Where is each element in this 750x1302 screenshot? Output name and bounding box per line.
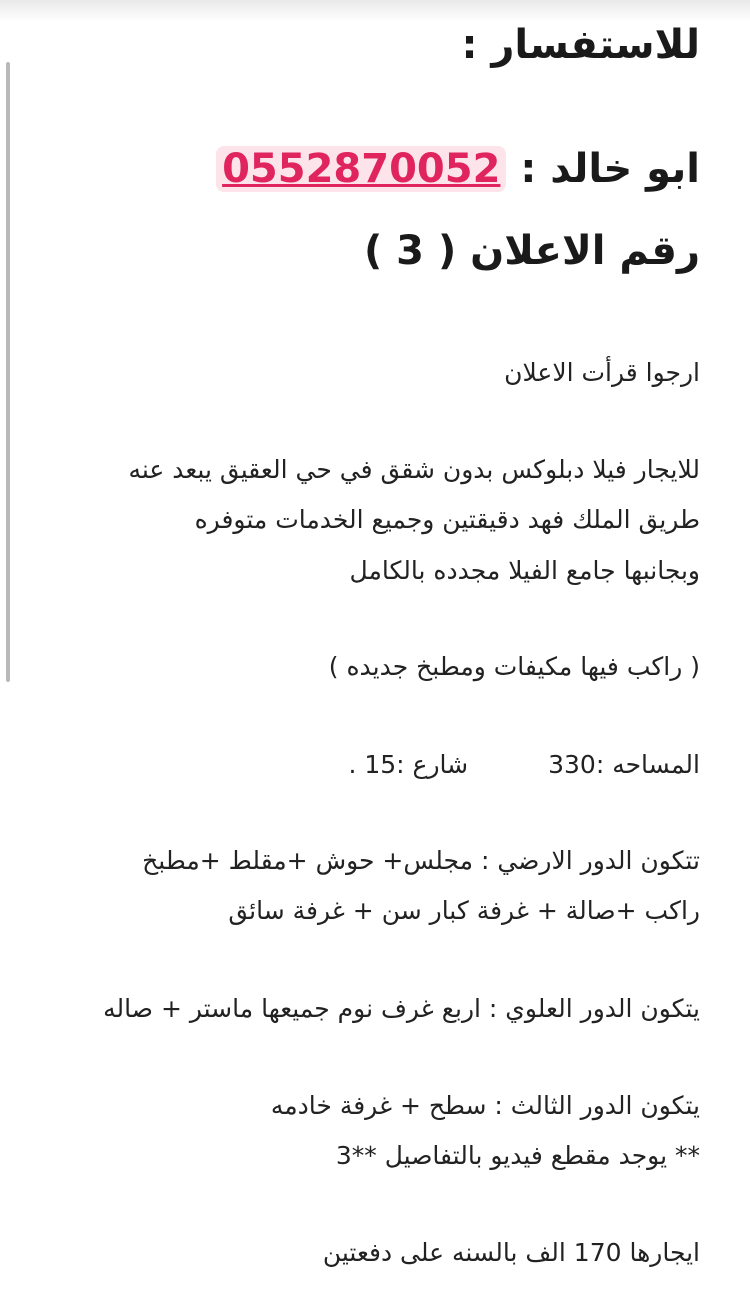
contact-name: ابو خالد : [520, 146, 700, 192]
ground-floor-line: تتكون الدور الارضي : مجلس+ حوش +مقلط +مطبخ [142, 846, 700, 875]
street-text: شارع :15 . [348, 750, 469, 779]
upper-floor-text: يتكون الدور العلوي : اربع غرف نوم جميعها ماستر + صاله [103, 994, 700, 1023]
description-line: للايجار فيلا دبلوكس بدون شقق في حي العقيق يبعد عنه [128, 455, 700, 484]
rent-text: ايجارها 170 الف بالسنه على دفعتين [322, 1238, 700, 1267]
third-floor-text: يتكون الدور الثالث : سطح + غرفة خادمه [270, 1091, 700, 1120]
scrollbar[interactable] [6, 62, 10, 682]
inquiry-label: للاستفسار : [461, 22, 700, 68]
phone-link[interactable]: 0552870052 [216, 146, 506, 192]
video-note-text: ** يوجد مقطع فيديو بالتفاصيل **3 [335, 1141, 700, 1170]
top-edge [0, 0, 750, 22]
area-street-line [348, 750, 700, 779]
description-line: طريق الملك فهد دقيقتين وجميع الخدمات متوفره [194, 505, 700, 534]
features-text: ( راكب فيها مكيفات ومطبخ جديده ) [328, 652, 700, 681]
contact-line [216, 146, 700, 192]
description-line: وبجانبها جامع الفيلا مجدده بالكامل [349, 556, 700, 585]
ad-number: رقم الاعلان ( 3 ) [363, 228, 700, 274]
please-read-text: ارجوا قرأت الاعلان [504, 358, 700, 387]
area-text: المساحه :330 [548, 750, 700, 779]
ground-floor-line: راكب +صالة + غرفة كبار سن + غرفة سائق [228, 896, 700, 925]
